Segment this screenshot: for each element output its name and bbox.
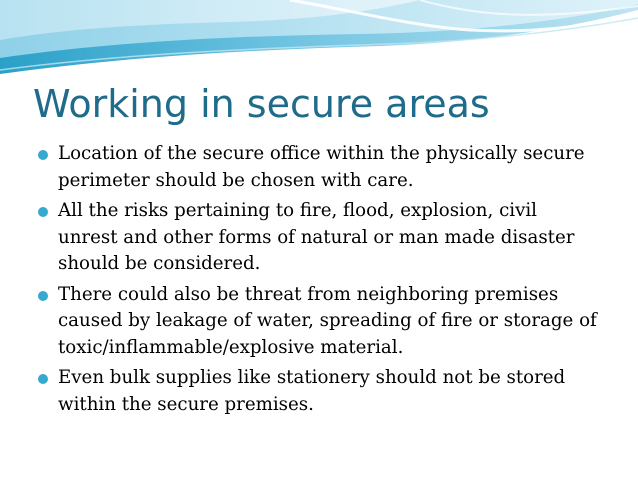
header-wave-decoration — [0, 0, 638, 80]
slide-title: Working in secure areas — [33, 82, 490, 126]
bullet-item — [38, 198, 598, 278]
bullet-text: Even bulk supplies like stationery should not be stored within the secure premises. — [58, 367, 566, 415]
bullet-item — [38, 282, 598, 362]
bullet-text: Location of the secure office within the physically secure perimeter should be chosen with care. — [58, 143, 585, 191]
bullet-text: There could also be threat from neighboring premises caused by leakage of water, spreading of fire or storage of toxic/inflammable/explosive material. — [58, 283, 597, 358]
bullet-item — [38, 365, 598, 418]
bullet-list — [38, 141, 598, 422]
bullet-dot-icon — [38, 150, 48, 160]
bullet-item — [38, 141, 598, 194]
bullet-text: All the risks pertaining to fire, flood, explosion, civil unrest and other forms of natural or man made disaster should be considered. — [58, 200, 575, 274]
bullet-dot-icon — [38, 291, 48, 301]
bullet-dot-icon — [38, 207, 48, 217]
bullet-dot-icon — [38, 374, 48, 384]
